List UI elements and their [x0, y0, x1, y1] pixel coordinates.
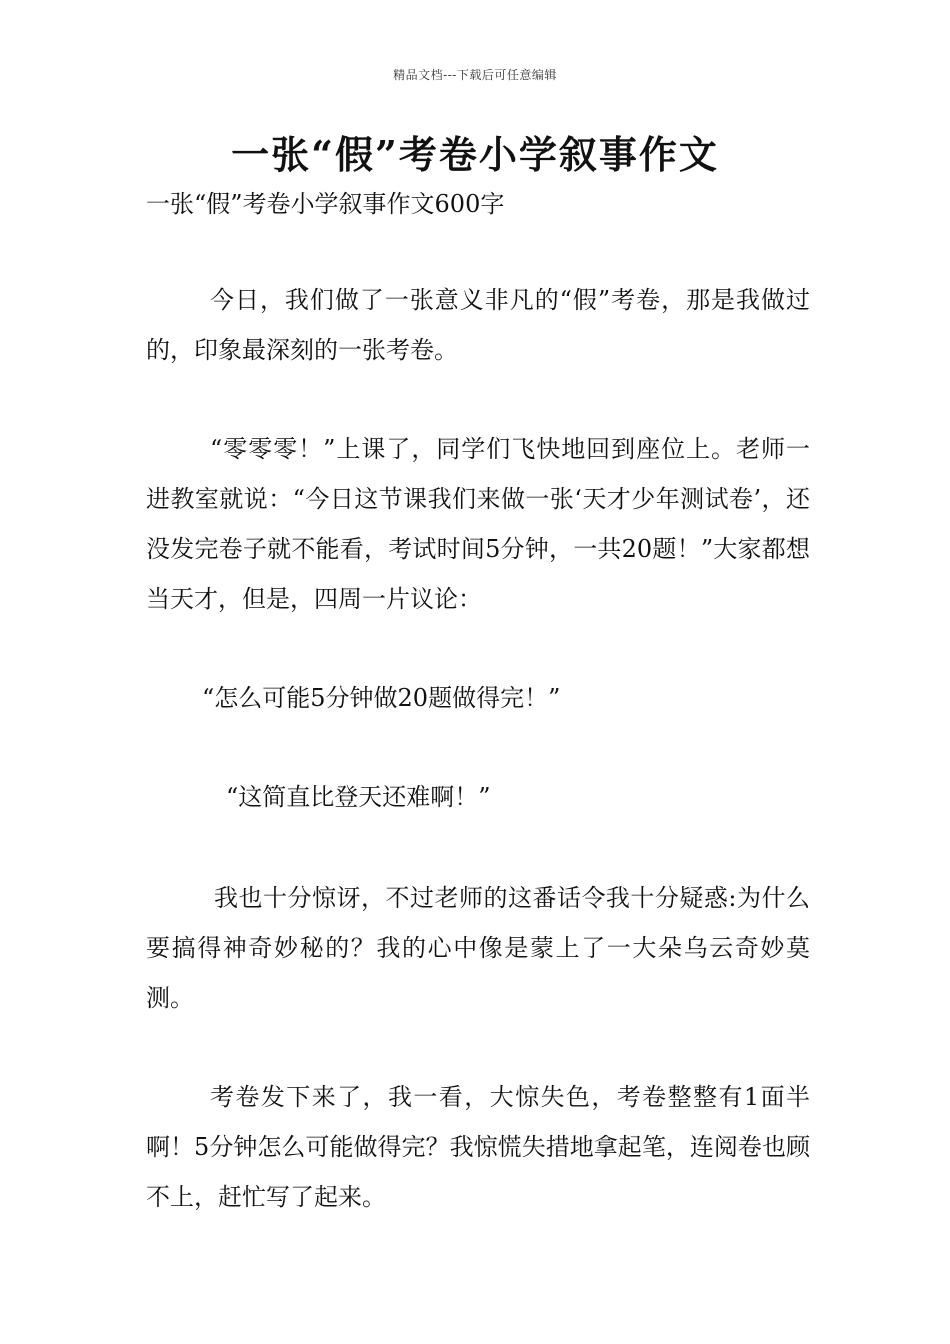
paragraph-2: “零零零！”上课了，同学们飞快地回到座位上。老师一进教室就说：“今日这节课我们来做一张‘天才少年测试卷’，还没发完卷子就不能看，考试时间5分钟，一共20题！”大家都想当天才，但是，四周一片议论： [146, 435, 810, 613]
document-subtitle: 一张“假”考卷小学叙事作文600字 [146, 190, 505, 218]
document-title: 一张“假”考卷小学叙事作文 [231, 132, 719, 177]
paragraph-6: 考卷发下来了，我一看，大惊失色，考卷整整有1面半啊！5分钟怎么可能做得完？我惊慌失措地拿起笔，连阅卷也顾不上，赶忙写了起来。 [146, 1083, 810, 1211]
header-note: 精品文档---下载后可任意编辑 [393, 68, 557, 82]
paragraph-3-quote: “怎么可能5分钟做20题做得完！” [202, 684, 561, 712]
paragraph-4-quote: “这简直比登天还难啊！” [226, 783, 491, 811]
paragraph-1: 今日，我们做了一张意义非凡的“假”考卷，那是我做过的，印象最深刻的一张考卷。 [146, 286, 810, 364]
paragraph-5: 我也十分惊讶，不过老师的这番话令我十分疑惑:为什么要搞得神奇妙秘的？我的心中像是蒙上了一大朵乌云奇妙莫测。 [146, 884, 810, 1012]
